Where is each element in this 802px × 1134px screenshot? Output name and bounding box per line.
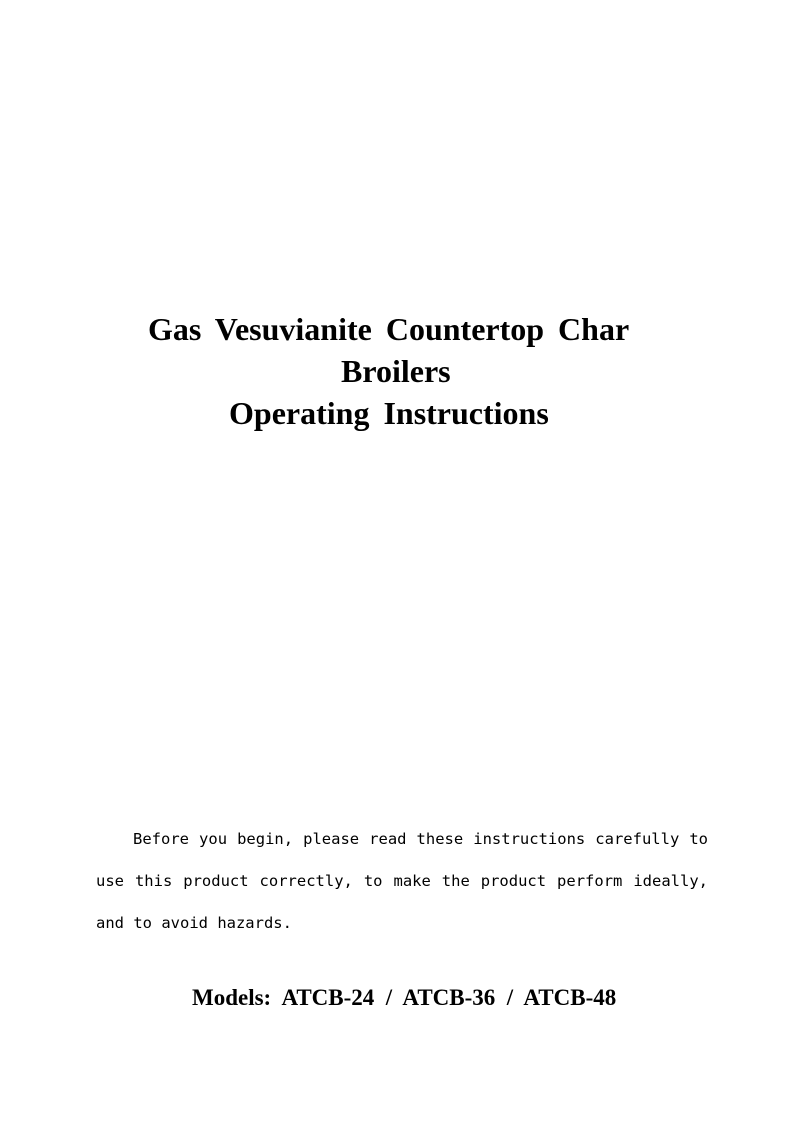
models-line: Models: ATCB-24 / ATCB-36 / ATCB-48 (192, 985, 617, 1010)
intro-paragraph: Before you begin, please read these instructions carefully to use this product correctly, to make the product perform ideally, and to avoid hazards. (96, 830, 708, 932)
title-line-3: Operating Instructions (229, 395, 549, 431)
title-line-2: Broilers (341, 353, 451, 389)
title-line-1: Gas Vesuvianite Countertop Char (148, 311, 630, 347)
